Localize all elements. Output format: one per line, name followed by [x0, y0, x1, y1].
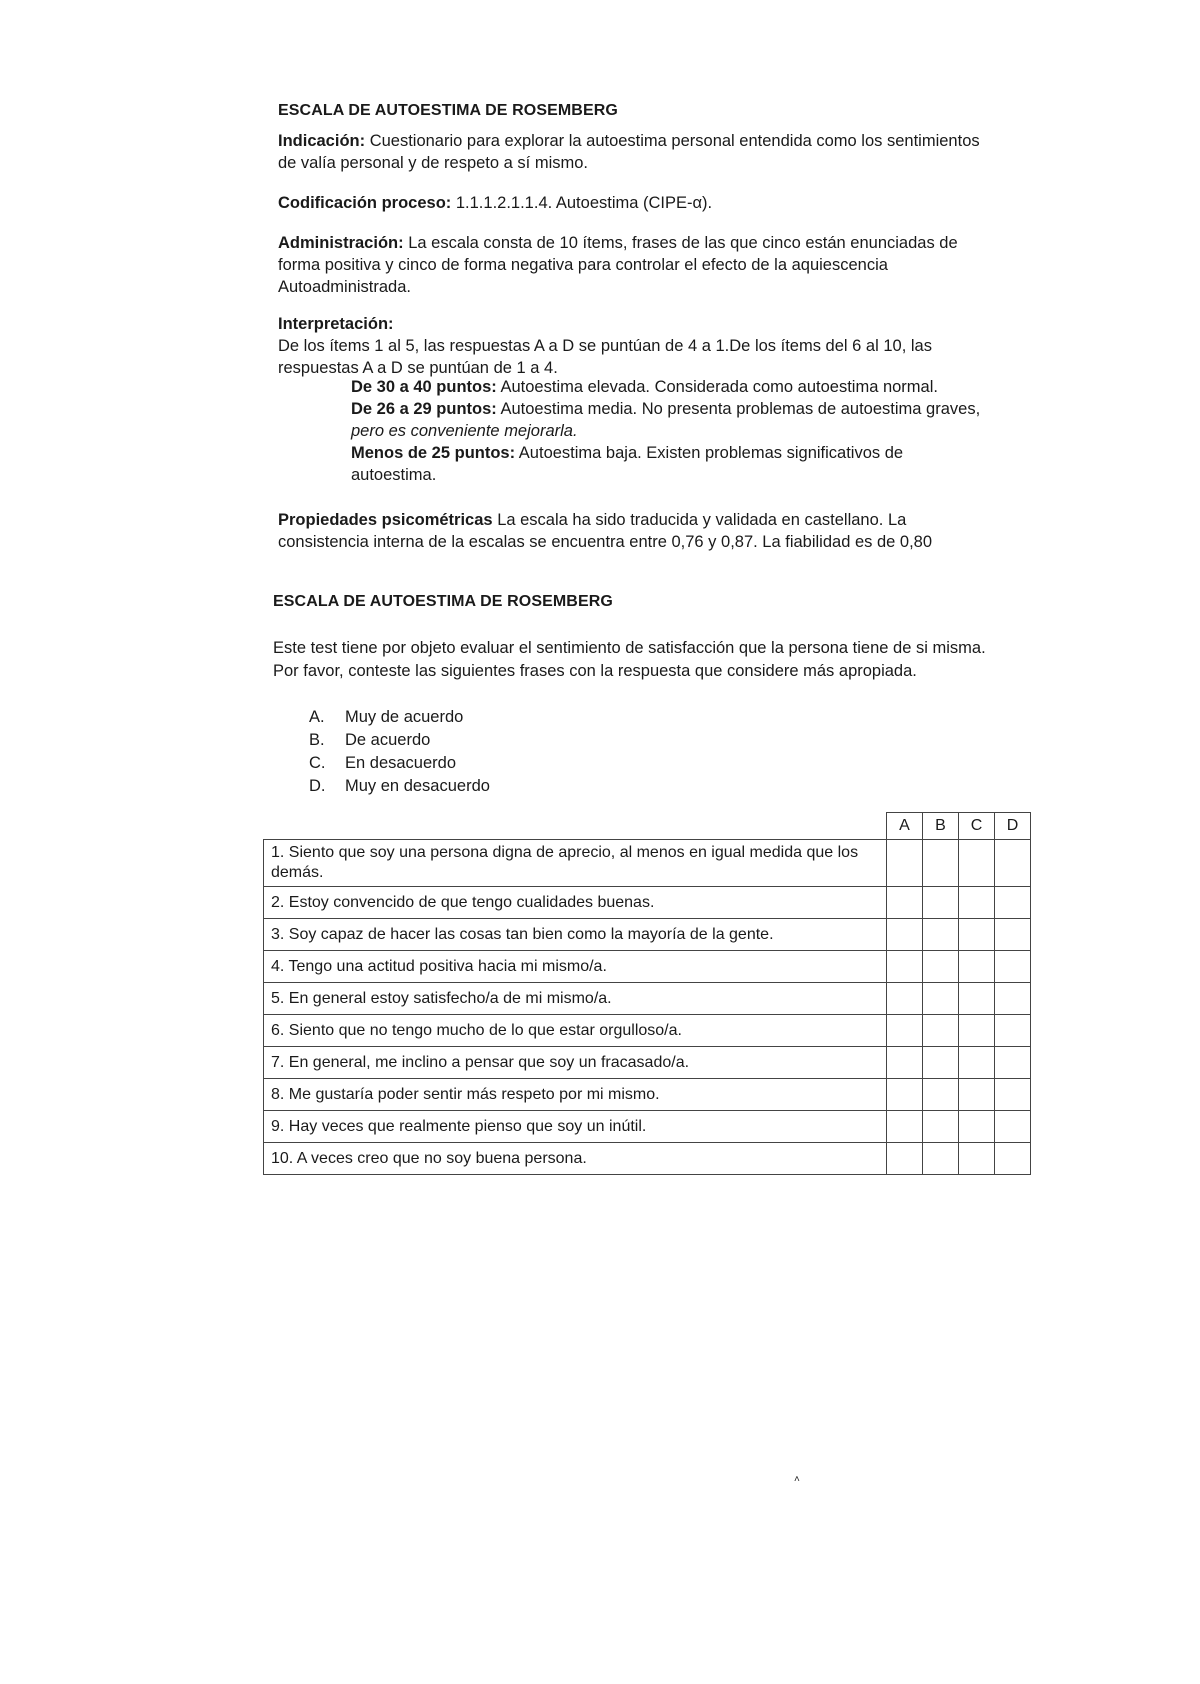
- item-text: 9. Hay veces que realmente pienso que soy un inútil.: [264, 1111, 887, 1143]
- option-a-text: Muy de acuerdo: [345, 708, 464, 726]
- answer-box-a[interactable]: [887, 840, 923, 887]
- codificacion-text: 1.1.1.2.1.1.4. Autoestima (CIPE-α).: [455, 194, 713, 212]
- intro-line-2: Por favor, conteste las siguientes frases con la respuesta que considere más apropiada.: [273, 662, 917, 680]
- option-d-letter: D.: [309, 777, 326, 795]
- answer-box-d[interactable]: [995, 1143, 1031, 1175]
- interpretacion-line-2: respuestas A a D se puntúan de 1 a 4.: [278, 359, 558, 377]
- option-c-letter: C.: [309, 754, 326, 772]
- table-row: [264, 1111, 1031, 1143]
- indicacion-line-2: de valía personal y de respeto a sí mismo.: [278, 154, 588, 172]
- table-row: [264, 951, 1031, 983]
- range-low-line-2: autoestima.: [351, 466, 437, 484]
- propiedades-label: Propiedades psicométricas: [278, 511, 493, 529]
- administracion-label: Administración:: [278, 234, 404, 252]
- table-row: [264, 840, 1031, 887]
- interpretacion-label: Interpretación:: [278, 315, 394, 333]
- option-b-text: De acuerdo: [345, 731, 431, 749]
- answer-box-d[interactable]: [995, 1111, 1031, 1143]
- propiedades-line-1: [278, 509, 906, 531]
- range-medium-label: De 26 a 29 puntos:: [351, 400, 497, 418]
- indicacion-line-1: [278, 130, 980, 152]
- option-d: [309, 775, 490, 797]
- answer-box-a[interactable]: [887, 919, 923, 951]
- table-row: [264, 1047, 1031, 1079]
- answer-box-d[interactable]: [995, 887, 1031, 919]
- table-header-row: [264, 813, 1031, 840]
- answer-box-d[interactable]: [995, 1015, 1031, 1047]
- answer-box-b[interactable]: [923, 1143, 959, 1175]
- answer-box-b[interactable]: [923, 887, 959, 919]
- indicacion-label: Indicación:: [278, 132, 366, 150]
- codificacion-label: Codificación proceso:: [278, 194, 452, 212]
- section-title-1: ESCALA DE AUTOESTIMA DE ROSEMBERG: [278, 102, 618, 119]
- range-low: [351, 442, 903, 464]
- range-medium-line-2: pero es conveniente mejorarla.: [351, 422, 578, 440]
- answer-box-b[interactable]: [923, 951, 959, 983]
- answer-box-d[interactable]: [995, 919, 1031, 951]
- answer-box-a[interactable]: [887, 1143, 923, 1175]
- table-row: [264, 983, 1031, 1015]
- column-header-a: A: [887, 813, 923, 840]
- option-b-letter: B.: [309, 731, 325, 749]
- answer-box-a[interactable]: [887, 1015, 923, 1047]
- item-text: 6. Siento que no tengo mucho de lo que estar orgulloso/a.: [264, 1015, 887, 1047]
- answer-box-b[interactable]: [923, 1015, 959, 1047]
- answer-box-c[interactable]: [959, 1111, 995, 1143]
- propiedades-text-1: La escala ha sido traducida y validada en castellano. La: [497, 511, 907, 529]
- answer-box-d[interactable]: [995, 840, 1031, 887]
- option-a-letter: A.: [309, 708, 325, 726]
- administracion-line-3: Autoadministrada.: [278, 278, 411, 296]
- item-text: 3. Soy capaz de hacer las cosas tan bien como la mayoría de la gente.: [264, 919, 887, 951]
- table-row: [264, 887, 1031, 919]
- item-text: 10. A veces creo que no soy buena persona.: [264, 1143, 887, 1175]
- scan-mark: ˄: [794, 1474, 800, 1485]
- answer-box-c[interactable]: [959, 840, 995, 887]
- answer-box-d[interactable]: [995, 983, 1031, 1015]
- answer-box-c[interactable]: [959, 951, 995, 983]
- option-a: [309, 706, 463, 728]
- range-low-text: Autoestima baja. Existen problemas significativos de: [518, 444, 904, 462]
- column-header-d: D: [995, 813, 1031, 840]
- item-text: 1. Siento que soy una persona digna de aprecio, al menos en igual medida que los demás.: [264, 840, 887, 887]
- intro-line-1: Este test tiene por objeto evaluar el sentimiento de satisfacción que la persona tiene de si misma.: [273, 639, 986, 657]
- item-text: 7. En general, me inclino a pensar que soy un fracasado/a.: [264, 1047, 887, 1079]
- interpretacion-line-1: De los ítems 1 al 5, las respuestas A a D se puntúan de 4 a 1.De los ítems del 6 al 10, las: [278, 337, 932, 355]
- item-text: 2. Estoy convencido de que tengo cualidades buenas.: [264, 887, 887, 919]
- item-text: 4. Tengo una actitud positiva hacia mi mismo/a.: [264, 951, 887, 983]
- answer-box-d[interactable]: [995, 1047, 1031, 1079]
- answer-box-c[interactable]: [959, 1143, 995, 1175]
- item-text: 8. Me gustaría poder sentir más respeto por mi mismo.: [264, 1079, 887, 1111]
- item-text: 5. En general estoy satisfecho/a de mi mismo/a.: [264, 983, 887, 1015]
- answer-box-d[interactable]: [995, 1079, 1031, 1111]
- administracion-line-1: [278, 232, 958, 254]
- answer-box-b[interactable]: [923, 1047, 959, 1079]
- answer-box-c[interactable]: [959, 1015, 995, 1047]
- option-b: [309, 729, 430, 751]
- answer-box-c[interactable]: [959, 1047, 995, 1079]
- answer-box-b[interactable]: [923, 1079, 959, 1111]
- answer-box-b[interactable]: [923, 840, 959, 887]
- option-c-text: En desacuerdo: [345, 754, 456, 772]
- answer-box-b[interactable]: [923, 919, 959, 951]
- table-header-blank: [264, 813, 887, 840]
- table-row: [264, 1015, 1031, 1047]
- answer-box-c[interactable]: [959, 887, 995, 919]
- administracion-line-2: forma positiva y cinco de forma negativa para controlar el efecto de la aquiescencia: [278, 256, 888, 274]
- column-header-c: C: [959, 813, 995, 840]
- section-title-2: ESCALA DE AUTOESTIMA DE ROSEMBERG: [273, 593, 613, 610]
- codificacion-line: [278, 192, 712, 214]
- column-header-b: B: [923, 813, 959, 840]
- answer-box-a[interactable]: [887, 951, 923, 983]
- table-row: [264, 1079, 1031, 1111]
- range-high: [351, 376, 938, 398]
- answer-box-a[interactable]: [887, 983, 923, 1015]
- propiedades-line-2: consistencia interna de la escalas se encuentra entre 0,76 y 0,87. La fiabilidad es de 0,80: [278, 533, 933, 551]
- answer-box-c[interactable]: [959, 919, 995, 951]
- rosemberg-scale-table: [263, 812, 1031, 1175]
- range-high-text: Autoestima elevada. Considerada como autoestima normal.: [500, 378, 938, 396]
- answer-box-a[interactable]: [887, 1047, 923, 1079]
- answer-box-a[interactable]: [887, 1079, 923, 1111]
- answer-box-c[interactable]: [959, 1079, 995, 1111]
- range-medium-text: Autoestima media. No presenta problemas de autoestima graves,: [500, 400, 981, 418]
- answer-box-c[interactable]: [959, 983, 995, 1015]
- indicacion-text-1: Cuestionario para explorar la autoestima personal entendida como los sentimientos: [369, 132, 980, 150]
- answer-box-b[interactable]: [923, 1111, 959, 1143]
- option-c: [309, 752, 456, 774]
- range-medium: [351, 398, 980, 420]
- answer-box-a[interactable]: [887, 1111, 923, 1143]
- administracion-text-1: La escala consta de 10 ítems, frases de las que cinco están enunciadas de: [408, 234, 958, 252]
- answer-box-a[interactable]: [887, 887, 923, 919]
- table-row: [264, 919, 1031, 951]
- range-high-label: De 30 a 40 puntos:: [351, 378, 497, 396]
- option-d-text: Muy en desacuerdo: [345, 777, 490, 795]
- table-row: [264, 1143, 1031, 1175]
- answer-box-b[interactable]: [923, 983, 959, 1015]
- answer-box-d[interactable]: [995, 951, 1031, 983]
- range-low-label: Menos de 25 puntos:: [351, 444, 516, 462]
